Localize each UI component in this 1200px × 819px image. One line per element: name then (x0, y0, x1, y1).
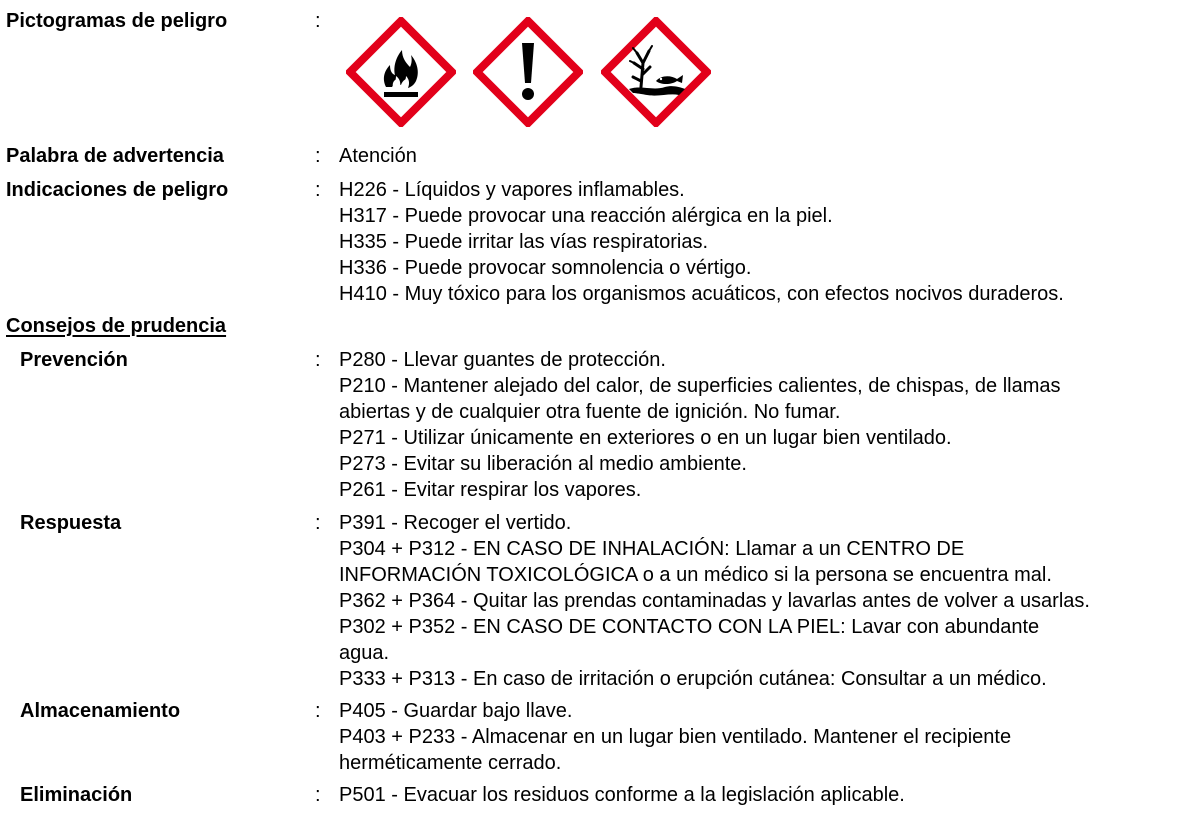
prevention-label: Prevención (20, 349, 128, 371)
environment-icon (601, 17, 711, 127)
signal-word-colon: : (315, 145, 321, 167)
signal-word-value: Atención (339, 145, 417, 167)
response-line: INFORMACIÓN TOXICOLÓGICA o a un médico si la persona se encuentra mal. (339, 564, 1052, 586)
response-line: P333 + P313 - En caso de irritación o erupción cutánea: Consultar a un médico. (339, 668, 1047, 690)
hazard-statements-label: Indicaciones de peligro (6, 179, 229, 201)
response-line: P302 + P352 - EN CASO DE CONTACTO CON LA PIEL: Lavar con abundante (339, 616, 1040, 638)
signal-word-label: Palabra de advertencia (6, 145, 224, 167)
response-line: agua. (339, 642, 390, 664)
hazard-statements-colon: : (315, 179, 321, 201)
hazard-statement-line: H336 - Puede provocar somnolencia o vértigo. (339, 257, 752, 279)
storage-line: P403 + P233 - Almacenar en un lugar bien ventilado. Mantener el recipiente (339, 726, 1012, 748)
exclamation-mark-icon (473, 17, 583, 127)
hazard-statement-line: H335 - Puede irritar las vías respiratorias. (339, 231, 709, 253)
prevention-line: P261 - Evitar respirar los vapores. (339, 479, 642, 501)
hazard-statement-line: H226 - Líquidos y vapores inflamables. (339, 179, 685, 201)
response-line: P362 + P364 - Quitar las prendas contaminadas y lavarlas antes de volver a usarlas. (339, 590, 1090, 612)
response-label: Respuesta (20, 512, 122, 534)
prevention-line: P210 - Mantener alejado del calor, de superficies calientes, de chispas, de llamas (339, 375, 1061, 397)
prevention-colon: : (315, 349, 321, 371)
storage-line: herméticamente cerrado. (339, 752, 562, 774)
prevention-line: abiertas y de cualquier otra fuente de ignición. No fumar. (339, 401, 841, 423)
storage-label: Almacenamiento (20, 700, 181, 722)
prevention-line: P271 - Utilizar únicamente en exteriores o en un lugar bien ventilado. (339, 427, 952, 449)
response-line: P391 - Recoger el vertido. (339, 512, 572, 534)
prevention-line: P280 - Llevar guantes de protección. (339, 349, 666, 371)
flame-icon (346, 17, 456, 127)
response-colon: : (315, 512, 321, 534)
disposal-line: P501 - Evacuar los residuos conforme a la legislación aplicable. (339, 784, 905, 806)
disposal-colon: : (315, 784, 321, 806)
disposal-label: Eliminación (20, 784, 133, 806)
pictograms-colon: : (315, 10, 321, 32)
storage-colon: : (315, 700, 321, 722)
precautionary-heading: Consejos de prudencia (6, 315, 227, 337)
storage-line: P405 - Guardar bajo llave. (339, 700, 573, 722)
pictograms-label: Pictogramas de peligro (6, 10, 228, 32)
hazard-statement-line: H410 - Muy tóxico para los organismos acuáticos, con efectos nocivos duraderos. (339, 283, 1064, 305)
response-line: P304 + P312 - EN CASO DE INHALACIÓN: Llamar a un CENTRO DE (339, 538, 965, 560)
prevention-line: P273 - Evitar su liberación al medio ambiente. (339, 453, 747, 475)
hazard-statement-line: H317 - Puede provocar una reacción alérgica en la piel. (339, 205, 833, 227)
